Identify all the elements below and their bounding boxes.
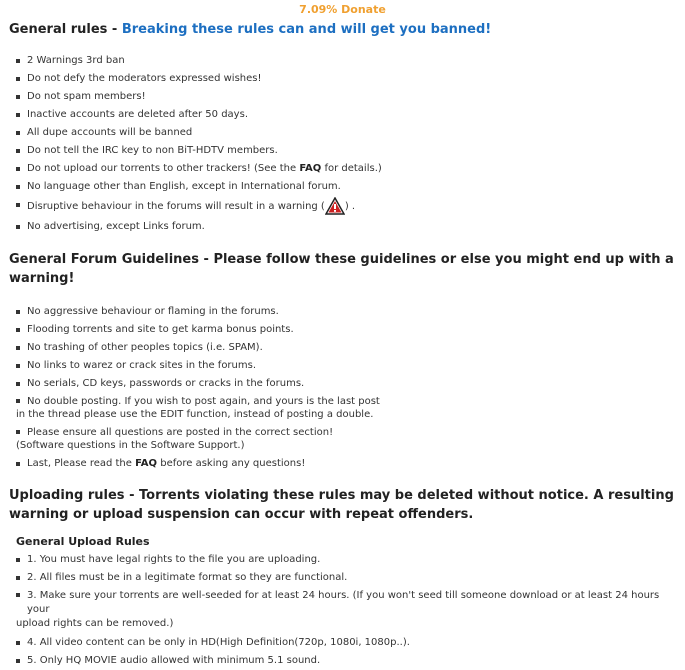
rule-text: ) .	[344, 201, 356, 212]
forum-guidelines-title: General Forum Guidelines	[9, 252, 199, 267]
list-item: Do not spam members!	[0, 88, 685, 106]
rule-text-continued: (Software questions in the Software Support.)	[16, 440, 245, 451]
rule-text: 3. Make sure your torrents are well-seeded for at least 24 hours. (If you won't seed till someone download or at least 24 hours your	[27, 590, 660, 615]
list-item	[0, 455, 685, 473]
rule-text: for details.)	[321, 163, 382, 174]
list-item: Do not defy the moderators expressed wishes!	[0, 70, 685, 88]
list-item: No language other than English, except in International forum.	[0, 178, 685, 196]
general-rules-subtitle: Breaking these rules can and will get you banned!	[121, 22, 492, 37]
list-item	[0, 587, 685, 634]
rule-text: Last, Please read the	[27, 458, 136, 469]
donate-link[interactable]: 7.09% Donate	[299, 3, 386, 16]
list-item: All dupe accounts will be banned	[0, 124, 685, 142]
list-item	[0, 160, 685, 178]
list-item	[0, 196, 685, 218]
list-item	[0, 393, 685, 424]
uploading-rules-title: Uploading rules	[9, 488, 125, 503]
list-item	[0, 424, 685, 455]
forum-guidelines-list	[0, 303, 685, 473]
faq-link[interactable]: FAQ	[135, 458, 158, 469]
forum-guidelines-heading: General Forum Guidelines - Please follow these guidelines or else you might end up with a warning!	[9, 252, 674, 286]
rule-text: No double posting. If you wish to post again, and yours is the last post	[27, 396, 380, 407]
list-item: No trashing of other peoples topics (i.e. SPAM).	[0, 339, 685, 357]
list-item: 1. You must have legal rights to the file you are uploading.	[0, 551, 685, 569]
forum-guidelines-subtitle: Please follow these guidelines or else you might end up with a warning!	[9, 252, 674, 286]
list-item: Inactive accounts are deleted after 50 days.	[0, 106, 685, 124]
list-item: Flooding torrents and site to get karma bonus points.	[0, 321, 685, 339]
list-item: Do not tell the IRC key to non BiT-HDTV members.	[0, 142, 685, 160]
list-item: No links to warez or crack sites in the forums.	[0, 357, 685, 375]
list-item: No aggressive behaviour or flaming in the forums.	[0, 303, 685, 321]
warning-triangle-icon	[325, 197, 345, 215]
list-item: 2 Warnings 3rd ban	[0, 52, 685, 70]
list-item: 2. All files must be in a legitimate format so they are functional.	[0, 569, 685, 587]
list-item: 5. Only HQ MOVIE audio allowed with minimum 5.1 sound.	[0, 652, 685, 670]
list-item: No serials, CD keys, passwords or cracks in the forums.	[0, 375, 685, 393]
list-item: 4. All video content can be only in HD(High Definition(720p, 1080i, 1080p..).	[0, 634, 685, 652]
general-rules-heading: General rules - Breaking these rules can and will get you banned!	[9, 22, 492, 37]
list-item: No advertising, except Links forum.	[0, 218, 685, 236]
rule-text: Do not upload our torrents to other trackers! (See the	[27, 163, 300, 174]
faq-link[interactable]: FAQ	[299, 163, 322, 174]
upload-rules-list	[0, 551, 685, 670]
rule-text-continued: in the thread please use the EDIT function, instead of posting a double.	[16, 409, 374, 420]
general-rules-list	[0, 52, 685, 236]
uploading-rules-heading: Uploading rules - Torrents violating these rules may be deleted without notice. A resulting warning or upload suspension can occur with repeat offenders.	[9, 488, 674, 522]
rule-text: Disruptive behaviour in the forums will result in a warning (	[27, 201, 325, 212]
general-upload-rules-heading: General Upload Rules	[16, 535, 150, 548]
rule-text-continued: upload rights can be removed.)	[16, 618, 174, 629]
general-rules-title: General rules	[9, 22, 108, 37]
rule-text: before asking any questions!	[157, 458, 306, 469]
rule-text: Please ensure all questions are posted in the correct section!	[27, 427, 334, 438]
uploading-rules-subtitle: Torrents violating these rules may be deleted without notice. A resulting warning or upload suspension can occur with repeat offenders.	[9, 488, 674, 522]
